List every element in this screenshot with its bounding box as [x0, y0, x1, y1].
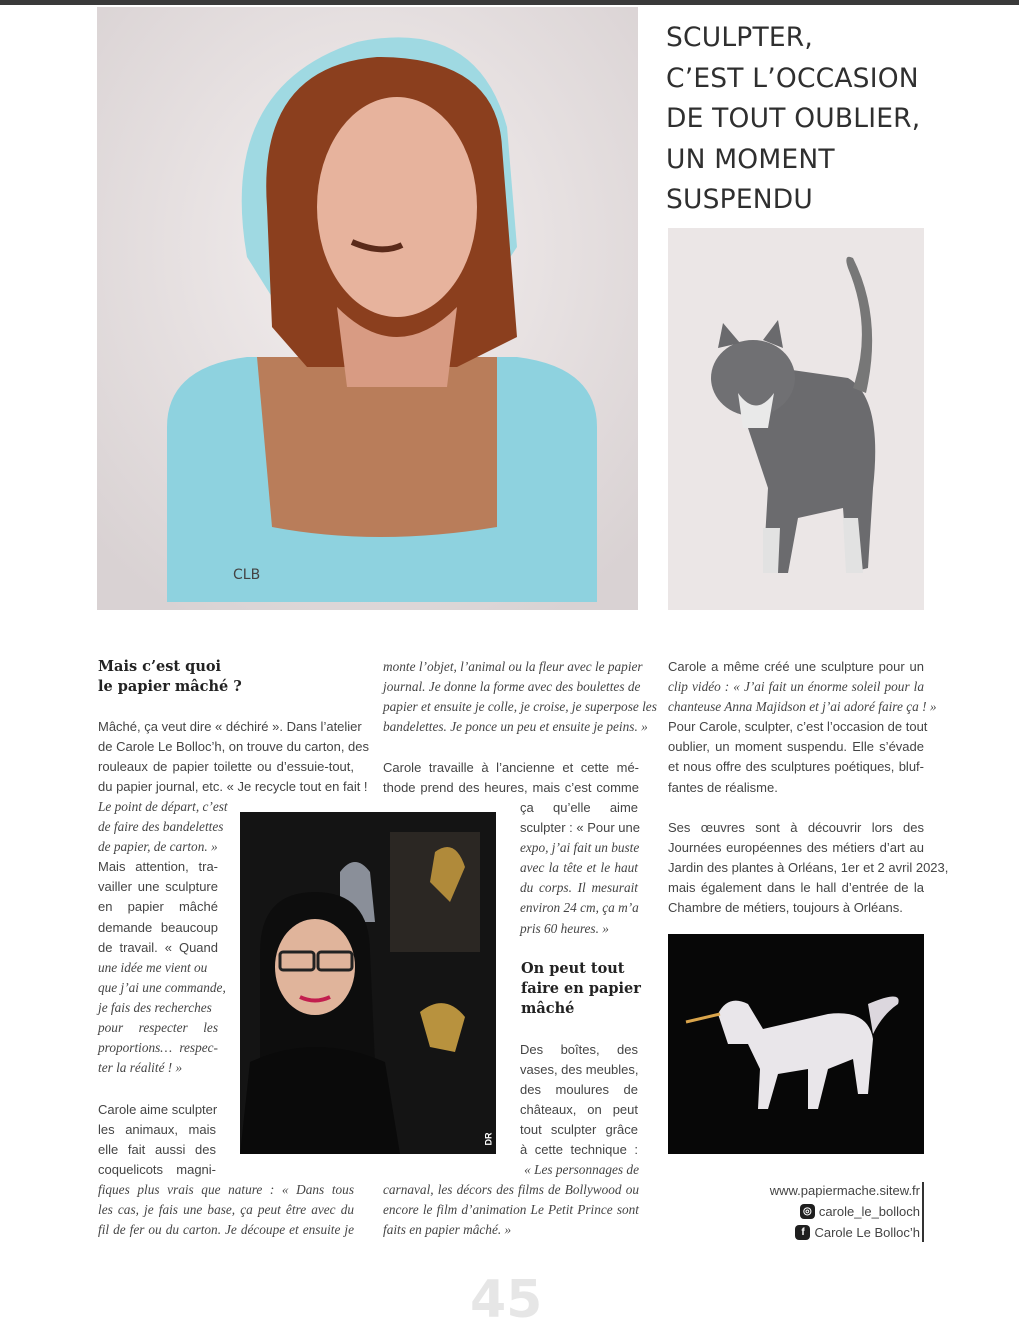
- col2-paragraph-3-narrow: [520, 1040, 638, 1161]
- text-line: à cette technique :: [520, 1142, 638, 1158]
- text-line: en papier mâché: [98, 899, 218, 915]
- bust-sculpture-photo: [97, 7, 638, 610]
- text-line: Mâché, ça veut dire « déchiré ». Dans l’atelier: [98, 719, 362, 734]
- text-line: Ses œuvres sont à découvrir lors des: [668, 820, 924, 835]
- text-line: journal. Je donne la forme avec des boulettes de: [383, 679, 641, 695]
- sculptor-signature: CLB: [233, 567, 261, 583]
- col3-paragraph-2: [668, 818, 949, 918]
- text-line: fil de fer ou du carton. Je découpe et ensuite je: [98, 1222, 354, 1238]
- text-line: carnaval, les décors des films de Bollywood ou: [383, 1182, 639, 1198]
- section-heading-tout-faire: [521, 959, 641, 1019]
- headline-line: C’EST L’OCCASION: [666, 62, 919, 94]
- section-heading-papier-mache: [98, 657, 242, 697]
- text-line: mais également dans le hall d’entrée de la: [668, 880, 924, 896]
- text-line: clip vidéo : « J’ai fait un énorme soleil pour la: [668, 679, 924, 695]
- text-line: de travail. « Quand: [98, 939, 218, 955]
- text-line: environ 24 cm, ça m’a: [520, 900, 639, 916]
- text-line: fiques plus vrais que nature : « Dans tous: [98, 1182, 354, 1197]
- text-line: faits en papier mâché. »: [383, 1222, 512, 1238]
- col1-paragraph-2-narrow: [98, 1100, 216, 1180]
- text-line: pour respecter les: [98, 1020, 218, 1036]
- text-line: Chambre de métiers, toujours à Orléans.: [668, 900, 903, 916]
- text-line: les cas, je fais une base, ça peut être avec du: [98, 1202, 354, 1218]
- text-line: vailler une sculpture: [98, 879, 218, 895]
- text-line: Journées européennes des métiers d’art au: [668, 840, 924, 856]
- text-line: expo, j’ai fait un buste: [520, 840, 640, 856]
- text-line: je fais des recherches: [98, 999, 212, 1015]
- text-line: les animaux, mais: [98, 1122, 216, 1138]
- text-line: monte l’objet, l’animal ou la fleur avec le papier: [383, 659, 643, 674]
- text-line: Le point de départ, c’est: [98, 799, 228, 814]
- facebook-page[interactable]: Carole Le Bolloc’h: [814, 1225, 920, 1240]
- col2-paragraph-2: [383, 758, 639, 798]
- photo-credit: DR: [483, 1132, 494, 1146]
- text-line: bandelettes. Je ponce un peu et ensuite je peins. »: [383, 719, 648, 735]
- text-line: fantes de réalisme.: [668, 779, 778, 795]
- text-line: châteaux, on peut: [520, 1102, 638, 1118]
- text-line: de faire des bandelettes: [98, 819, 224, 835]
- text-line: Mais attention, tra-: [98, 859, 218, 875]
- text-line: thode prend des heures, mais c’est comme: [383, 780, 639, 796]
- text-line: Carole travaille à l’ancienne et cette mé-: [383, 760, 639, 775]
- text-line: pris 60 heures. »: [520, 920, 609, 936]
- text-line: des moulures de: [520, 1082, 638, 1098]
- text-line: coquelicots magni-: [98, 1162, 216, 1178]
- heading-line: faire en papier: [521, 980, 641, 997]
- text-line: tout sculpter grâce: [520, 1122, 638, 1138]
- cat-sculpture-photo: [668, 228, 924, 610]
- heading-line: Mais c’est quoi: [98, 658, 222, 675]
- text-line: encore le film d’animation Le Petit Prince sont: [383, 1202, 639, 1218]
- headline-line: DE TOUT OUBLIER,: [666, 103, 921, 134]
- text-line: du papier journal, etc. « Je recycle tout en fait !: [98, 779, 368, 795]
- text-line: que j’ai une commande,: [98, 979, 226, 995]
- col2-paragraph-1: [383, 657, 657, 737]
- text-line: Pour Carole, sculpter, c’est l’occasion de tout: [668, 719, 928, 735]
- text-line: Des boîtes, des: [520, 1042, 638, 1057]
- col1-paragraph-2: [98, 1180, 354, 1240]
- col3-paragraph-1: [668, 657, 937, 798]
- text-line: ça qu’elle aime: [520, 800, 638, 815]
- headline-line: SCULPTER,: [666, 22, 814, 53]
- text-line: et nous offre des sculptures poétiques, bluf-: [668, 759, 924, 775]
- text-line: proportions… respec-: [98, 1040, 218, 1056]
- text-line: de Carole Le Bolloc’h, on trouve du carton, des: [98, 739, 370, 755]
- text-line: papier et ensuite je colle, je croise, je superpose les: [383, 699, 657, 715]
- col2-paragraph-2-narrow: [520, 798, 638, 939]
- heading-line: mâché: [521, 1000, 575, 1017]
- top-bar: [0, 0, 1019, 5]
- contact-block: [750, 1180, 920, 1243]
- text-line: Jardin des plantes à Orléans, 1er et 2 avril 2023,: [668, 860, 949, 876]
- col2-paragraph-3: [383, 1160, 639, 1240]
- text-line: vases, des meubles,: [520, 1062, 639, 1078]
- artist-portrait-photo: [240, 812, 496, 1154]
- instagram-handle[interactable]: carole_le_bolloch: [818, 1204, 920, 1219]
- text-line: chanteuse Anna Majidson et j’ai adoré faire ça ! »: [668, 699, 937, 715]
- text-line: oublier, un moment suspendu. Elle s’évade: [668, 739, 924, 755]
- text-line: demande beaucoup: [98, 919, 218, 935]
- instagram-icon: ◎: [800, 1204, 815, 1219]
- text-line: « Les personnages de: [524, 1162, 639, 1177]
- heading-line: le papier mâché ?: [98, 678, 242, 695]
- text-line: rouleaux de papier toilette ou d’essuie-tout,: [98, 759, 354, 775]
- col1-paragraph-1: [98, 717, 370, 797]
- headline-line: SUSPENDU: [666, 184, 813, 215]
- text-line: Carole aime sculpter: [98, 1102, 218, 1117]
- text-line: du corps. Il mesurait: [520, 880, 638, 896]
- text-line: de papier, de carton. »: [98, 839, 218, 855]
- text-line: Carole a même créé une sculpture pour un: [668, 659, 924, 674]
- text-line: sculpter : « Pour une: [520, 820, 640, 836]
- facebook-icon: f: [795, 1225, 810, 1240]
- pull-quote-headline: [666, 18, 966, 221]
- text-line: ter la réalité ! »: [98, 1060, 183, 1076]
- website-link[interactable]: www.papiermache.sitew.fr: [769, 1183, 920, 1198]
- col1-paragraph-1-narrow: [98, 797, 228, 1078]
- text-line: elle fait aussi des: [98, 1142, 216, 1158]
- headline-line: UN MOMENT: [666, 143, 835, 175]
- unicorn-sculpture-photo: [668, 934, 924, 1154]
- text-line: avec la tête et le haut: [520, 860, 638, 876]
- contact-divider: [922, 1182, 924, 1242]
- page-number: 45: [470, 1270, 543, 1330]
- heading-line: On peut tout: [521, 960, 625, 977]
- text-line: une idée me vient ou: [98, 959, 208, 975]
